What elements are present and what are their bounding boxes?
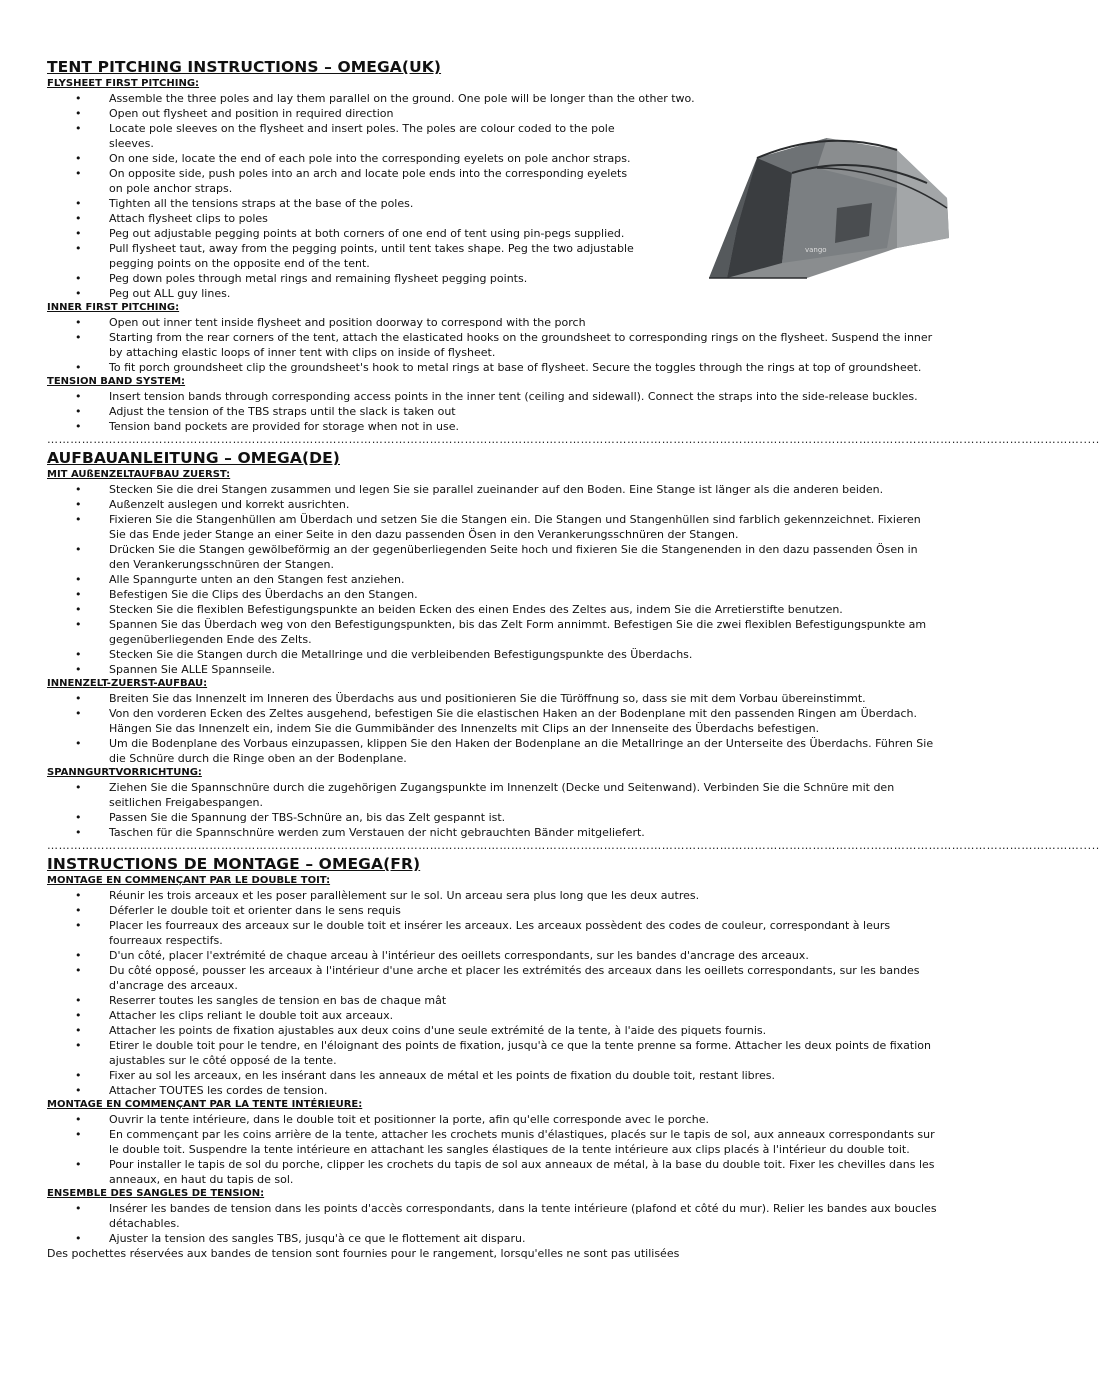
list-uk-tension [47,389,940,434]
list-item: • Attacher TOUTES les cordes de tension. [47,1083,940,1098]
heading-inner-first: INNER FIRST PITCHING: [47,302,180,313]
list-item: • Open out flysheet and position in required direction [47,106,940,121]
list-item: • Open out inner tent inside flysheet and position doorway to correspond with the porch [47,315,940,330]
list-item: • Fixer au sol les arceaux, en les insérant dans les anneaux de métal et les points de fixation du double toit, restant libres. [47,1068,940,1083]
list-item: • Placer les fourreaux des arceaux sur le double toit et insérer les arceaux. Les arceaux possèdent des codes de couleur, correspondant à leurs fourreaux respectifs. [47,918,940,948]
list-item: • Attach flysheet clips to poles [47,211,940,226]
heading-tension-band: ENSEMBLE DES SANGLES DE TENSION: [47,1188,265,1199]
section-title-de: AUFBAUANLEITUNG – OMEGA(DE) [47,449,340,467]
heading-flysheet-first: MONTAGE EN COMMENÇANT PAR LE DOUBLE TOIT: [47,875,331,886]
list-item: • Peg down poles through metal rings and remaining flysheet pegging points. [47,271,940,286]
list-item: • Stecken Sie die flexiblen Befestigungspunkte an beiden Ecken des einen Endes des Zeltes aus, indem Sie die Arretierstifte benutzen. [47,602,940,617]
closing-note: Des pochettes réservées aux bandes de tension sont fournies pour le rangement, lorsqu'elles ne sont pas utilisées [47,1247,680,1260]
list-item: • Du côté opposé, pousser les arceaux à l'intérieur d'une arche et placer les extrémités des arceaux dans les oeillets correspondants, sur les bandes d'ancrage des arceaux. [47,963,940,993]
section-title-uk: TENT PITCHING INSTRUCTIONS – OMEGA(UK) [47,58,442,76]
list-de-flysheet [47,482,940,677]
list-item: • On opposite side, push poles into an arch and locate pole ends into the corresponding eyelets on pole anchor straps. [47,166,940,196]
list-item: • Réunir les trois arceaux et les poser parallèlement sur le sol. Un arceau sera plus long que les deux autres. [47,888,940,903]
heading-inner-first: INNENZELT-ZUERST-AUFBAU: [47,678,208,689]
heading-tension-band: SPANNGURTVORRICHTUNG: [47,767,202,778]
document [47,58,1100,1261]
list-de-tension [47,780,940,840]
list-item: • Locate pole sleeves on the flysheet and insert poles. The poles are colour coded to the pole sleeves. [47,121,940,151]
list-item: • Starting from the rear corners of the tent, attach the elasticated hooks on the groundsheet to corresponding rings on the flysheet. Suspend the inner by attaching elastic loops of inner tent with clips on inside of flysheet. [47,330,940,360]
section-title-fr: INSTRUCTIONS DE MONTAGE – OMEGA(FR) [47,855,421,873]
list-uk-inner [47,315,940,375]
list-item: • Peg out adjustable pegging points at both corners of one end of tent using pin-pegs supplied. [47,226,940,241]
list-item: • Ajuster la tension des sangles TBS, jusqu'à ce que le flottement ait disparu. [47,1231,940,1246]
list-item: • Attacher les points de fixation ajustables aux deux coins d'une seule extrémité de la tente, à l'aide des piquets fournis. [47,1023,940,1038]
list-item: • Stecken Sie die drei Stangen zusammen und legen Sie sie parallel zueinander auf den Boden. Eine Stange ist länger als die anderen beiden. [47,482,940,497]
list-item: • Von den vorderen Ecken des Zeltes ausgehend, befestigen Sie die elastischen Haken an der Bodenplane mit den passenden Ringen am Überdach. Hängen Sie das Innenzelt ein, indem Sie die Gummibänder des Innenzelts mit Clips an der Innenseite des Überdachs befestigen. [47,706,940,736]
list-item: • Tighten all the tensions straps at the base of the poles. [47,196,940,211]
list-item: • Fixieren Sie die Stangenhüllen am Überdach und setzen Sie die Stangen ein. Die Stangen und Stangenhüllen sind farblich gekennzeichnet. Fixieren Sie das Ende jeder Stange an einer Seite in den dazu passenden Ösen in den Verankerungsschnüren der Stangen. [47,512,940,542]
list-item: • Assemble the three poles and lay them parallel on the ground. One pole will be longer than the other two. [47,91,940,106]
heading-tension-band: TENSION BAND SYSTEM: [47,376,186,387]
list-item: • D'un côté, placer l'extrémité de chaque arceau à l'intérieur des oeillets correspondants, sur les bandes d'ancrage des arceaux. [47,948,940,963]
list-item: • Tension band pockets are provided for storage when not in use. [47,419,940,434]
section-de [47,449,940,840]
list-item: • Insert tension bands through corresponding access points in the inner tent (ceiling and sidewall). Connect the straps into the side-release buckles. [47,389,940,404]
list-item: • Pour installer le tapis de sol du porche, clipper les crochets du tapis de sol aux anneaux de métal, à la base du double toit. Fixer les chevilles dans les anneaux, en haut du tapis de sol. [47,1157,940,1187]
list-fr-inner [47,1112,940,1187]
list-fr-flysheet [47,888,940,1098]
heading-flysheet-first: MIT AUßENZELTAUFBAU ZUERST: [47,469,231,480]
list-fr-tension [47,1201,940,1246]
list-item: • Alle Spanngurte unten an den Stangen fest anziehen. [47,572,940,587]
separator-dots: ……………………………………………………………………………………………………………………………………………………………………………………………………………………………………………..... [47,433,1100,446]
list-item: • En commençant par les coins arrière de la tente, attacher les crochets munis d'élastiques, placés sur le tapis de sol, aux anneaux correspondants sur le double toit. Suspendre la tente intérieure en attachant les sangles élastiques de la tente intérieure aux clips placés à l'intérieur du double toit. [47,1127,940,1157]
section-fr [47,855,940,1261]
list-item: • On one side, locate the end of each pole into the corresponding eyelets on pole anchor straps. [47,151,940,166]
separator-dots: ……………………………………………………………………………………………………………………………………………………………………………………………………………………………………………..... [47,839,1100,852]
list-item: • Spannen Sie das Überdach weg von den Befestigungspunkten, bis das Zelt Form annimmt. Befestigen Sie die zwei flexiblen Befestigungspunkte am gegenüberliegenden Ende des Zelts. [47,617,940,647]
list-item: • Ziehen Sie die Spannschnüre durch die zugehörigen Zugangspunkte im Innenzelt (Decke und Seitenwand). Verbinden Sie die Schnüre mit den seitlichen Freigabespangen. [47,780,940,810]
list-item: • Ouvrir la tente intérieure, dans le double toit et positionner la porte, afin qu'elle corresponde avec le porche. [47,1112,940,1127]
list-item: • Breiten Sie das Innenzelt im Inneren des Überdachs aus und positionieren Sie die Türöffnung so, dass sie mit dem Vorbau übereinstimmt. [47,691,940,706]
list-item: • Befestigen Sie die Clips des Überdachs an den Stangen. [47,587,940,602]
list-item: • Adjust the tension of the TBS straps until the slack is taken out [47,404,940,419]
list-item: • Etirer le double toit pour le tendre, en l'éloignant des points de fixation, jusqu'à ce que la tente prenne sa forme. Attacher les deux points de fixation ajustables sur le côté opposé de la tente. [47,1038,940,1068]
tent-image [697,128,952,293]
heading-flysheet-first: FLYSHEET FIRST PITCHING: [47,78,200,89]
list-item: • Spannen Sie ALLE Spannseile. [47,662,940,677]
list-item: • Passen Sie die Spannung der TBS-Schnüre an, bis das Zelt gespannt ist. [47,810,940,825]
list-item: • Pull flysheet taut, away from the pegging points, until tent takes shape. Peg the two adjustable pegging points on the opposite end of the tent. [47,241,940,271]
list-item: • Reserrer toutes les sangles de tension en bas de chaque mât [47,993,940,1008]
list-item: • Attacher les clips reliant le double toit aux arceaux. [47,1008,940,1023]
section-uk [47,58,940,434]
list-item: • Um die Bodenplane des Vorbaus einzupassen, klippen Sie den Haken der Bodenplane an die Metallringe an der Unterseite des Überdachs. Führen Sie die Schnüre durch die Ringe oben an der Bodenplane. [47,736,940,766]
list-item: • Peg out ALL guy lines. [47,286,940,301]
list-item: • Drücken Sie die Stangen gewölbeförmig an der gegenüberliegenden Seite hoch und fixieren Sie die Stangenenden in den dazu passenden Ösen in den Verankerungsschnüren der Stangen. [47,542,940,572]
list-item: • Stecken Sie die Stangen durch die Metallringe und die verbleibenden Befestigungspunkte des Überdachs. [47,647,940,662]
list-item: • Taschen für die Spannschnüre werden zum Verstauen der nicht gebrauchten Bänder mitgeliefert. [47,825,940,840]
list-item: • Außenzelt auslegen und korrekt ausrichten. [47,497,940,512]
list-item: • Déferler le double toit et orienter dans le sens requis [47,903,940,918]
brand-logo: vango [805,246,827,254]
list-de-inner [47,691,940,766]
list-item: • Insérer les bandes de tension dans les points d'accès correspondants, dans la tente intérieure (plafond et côté du mur). Relier les bandes aux boucles détachables. [47,1201,940,1231]
list-item: • To fit porch groundsheet clip the groundsheet's hook to metal rings at base of flysheet. Secure the toggles through the rings at top of groundsheet. [47,360,940,375]
heading-inner-first: MONTAGE EN COMMENÇANT PAR LA TENTE INTÉRIEURE: [47,1099,363,1110]
